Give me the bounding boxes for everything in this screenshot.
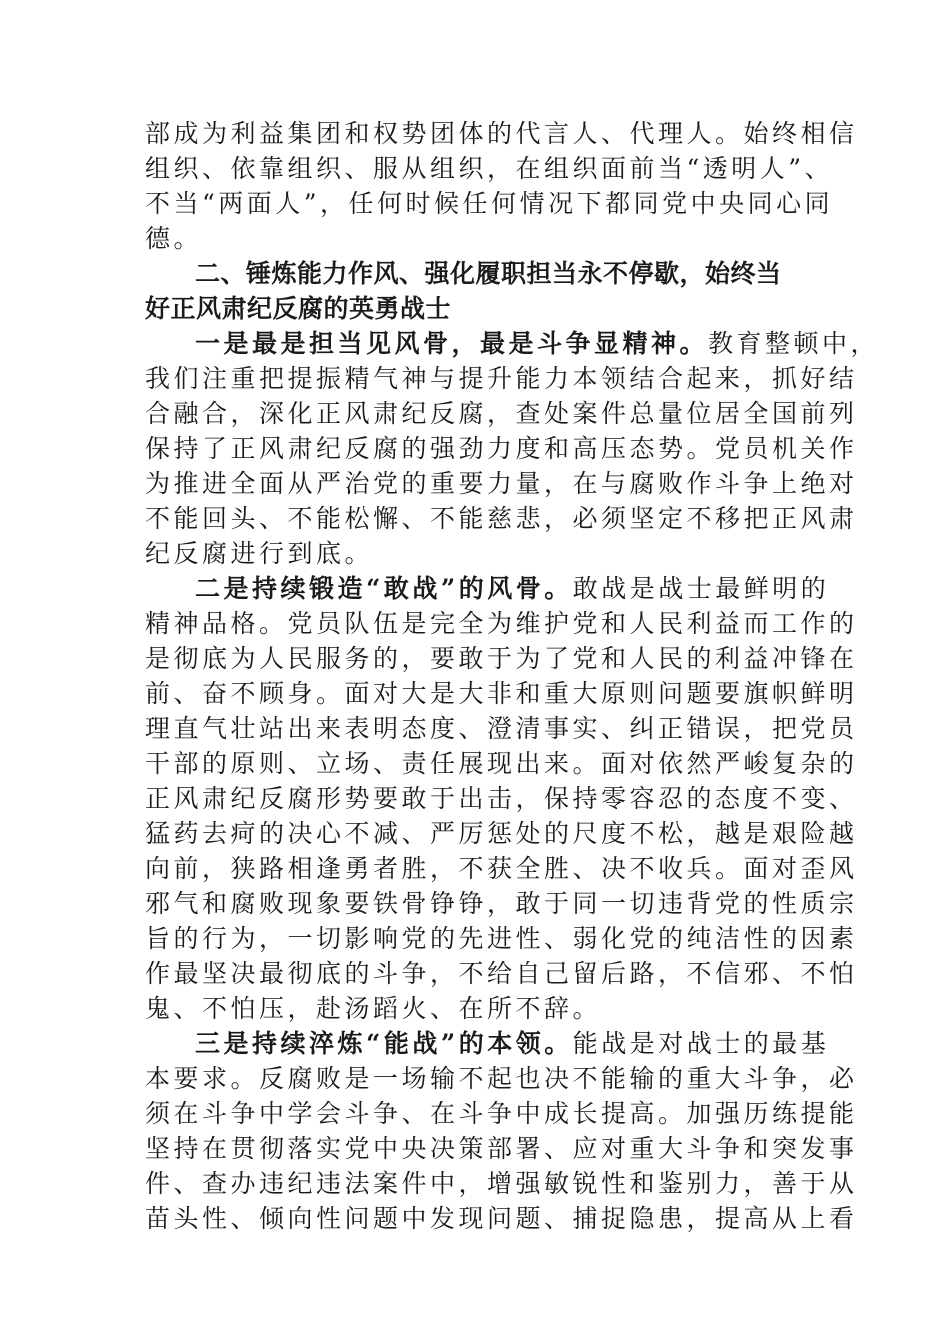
body-text: 敢战是战士最鲜明的	[572, 574, 830, 603]
body-line: 旨的行为，一切影响党的先进性、弱化党的纯洁性的因素	[145, 924, 858, 953]
body-line: 邪气和腐败现象要铁骨铮铮，敢于同一切违背党的性质宗	[145, 889, 858, 918]
paragraph-lead: 三是持续淬炼“能战”的本领。	[195, 1029, 573, 1058]
body-line: 苗头性、倾向性问题中发现问题、捕捉隐患，提高从上看	[145, 1204, 858, 1233]
body-line: 不能回头、不能松懈、不能慈悲，必须坚定不移把正风肃	[145, 504, 858, 533]
body-line: 须在斗争中学会斗争、在斗争中成长提高。加强历练提能	[145, 1099, 858, 1128]
body-line: 鬼、不怕压，赴汤蹈火、在所不辞。	[145, 994, 602, 1023]
body-line: 件、查办违纪违法案件中，增强敏锐性和鉴别力，善于从	[145, 1169, 858, 1198]
body-line: 组织、依靠组织、服从组织，在组织面前当“透明人”、	[145, 154, 834, 183]
paragraph-lead: 一是最是担当见风骨，最是斗争显精神。	[195, 329, 709, 358]
body-line: 是彻底为人民服务的，要敢于为了党和人民的利益冲锋在	[145, 644, 858, 673]
body-line: 作最坚决最彻底的斗争，不给自己留后路，不信邪、不怕	[145, 959, 858, 988]
body-line: 本要求。反腐败是一场输不起也决不能输的重大斗争，必	[145, 1064, 858, 1093]
body-line: 向前，狭路相逢勇者胜，不获全胜、决不收兵。面对歪风	[145, 854, 858, 883]
body-line: 猛药去疴的决心不减、严厉惩处的尺度不松，越是艰险越	[145, 819, 858, 848]
body-line: 德。	[145, 224, 203, 253]
body-line: 为推进全面从严治党的重要力量，在与腐败作斗争上绝对	[145, 469, 858, 498]
body-text: 能战是对战士的最基	[572, 1029, 830, 1058]
paragraph-lead: 二是持续锻造“敢战”的风骨。	[195, 574, 573, 603]
body-line: 坚持在贯彻落实党中央决策部署、应对重大斗争和突发事	[145, 1134, 858, 1163]
body-line: 正风肃纪反腐形势要敢于出击，保持零容忍的态度不变、	[145, 784, 858, 813]
body-line: 干部的原则、立场、责任展现出来。面对依然严峻复杂的	[145, 749, 858, 778]
section-heading: 二、锤炼能力作风、强化履职担当永不停歇，始终当	[195, 259, 782, 288]
paragraph-first-line	[195, 572, 830, 606]
paragraph-first-line	[195, 327, 880, 361]
body-text: 教育整顿中，	[708, 329, 880, 358]
body-line: 我们注重把提振精气神与提升能力本领结合起来，抓好结	[145, 364, 858, 393]
body-line: 保持了正风肃纪反腐的强劲力度和高压态势。党员机关作	[145, 434, 858, 463]
body-line: 部成为利益集团和权势团体的代言人、代理人。始终相信	[145, 119, 858, 148]
section-heading-continued: 好正风肃纪反腐的英勇战士	[145, 294, 452, 323]
body-line: 纪反腐进行到底。	[145, 539, 374, 568]
body-line: 精神品格。党员队伍是完全为维护党和人民利益而工作的	[145, 609, 858, 638]
body-line: 理直气壮站出来表明态度、澄清事实、纠正错误，把党员	[145, 714, 858, 743]
body-line: 前、奋不顾身。面对大是大非和重大原则问题要旗帜鲜明	[145, 679, 858, 708]
body-line: 合融合，深化正风肃纪反腐，查处案件总量位居全国前列	[145, 399, 858, 428]
paragraph-first-line	[195, 1027, 830, 1061]
body-line: 不当“两面人”，任何时候任何情况下都同党中央同心同	[145, 189, 834, 218]
